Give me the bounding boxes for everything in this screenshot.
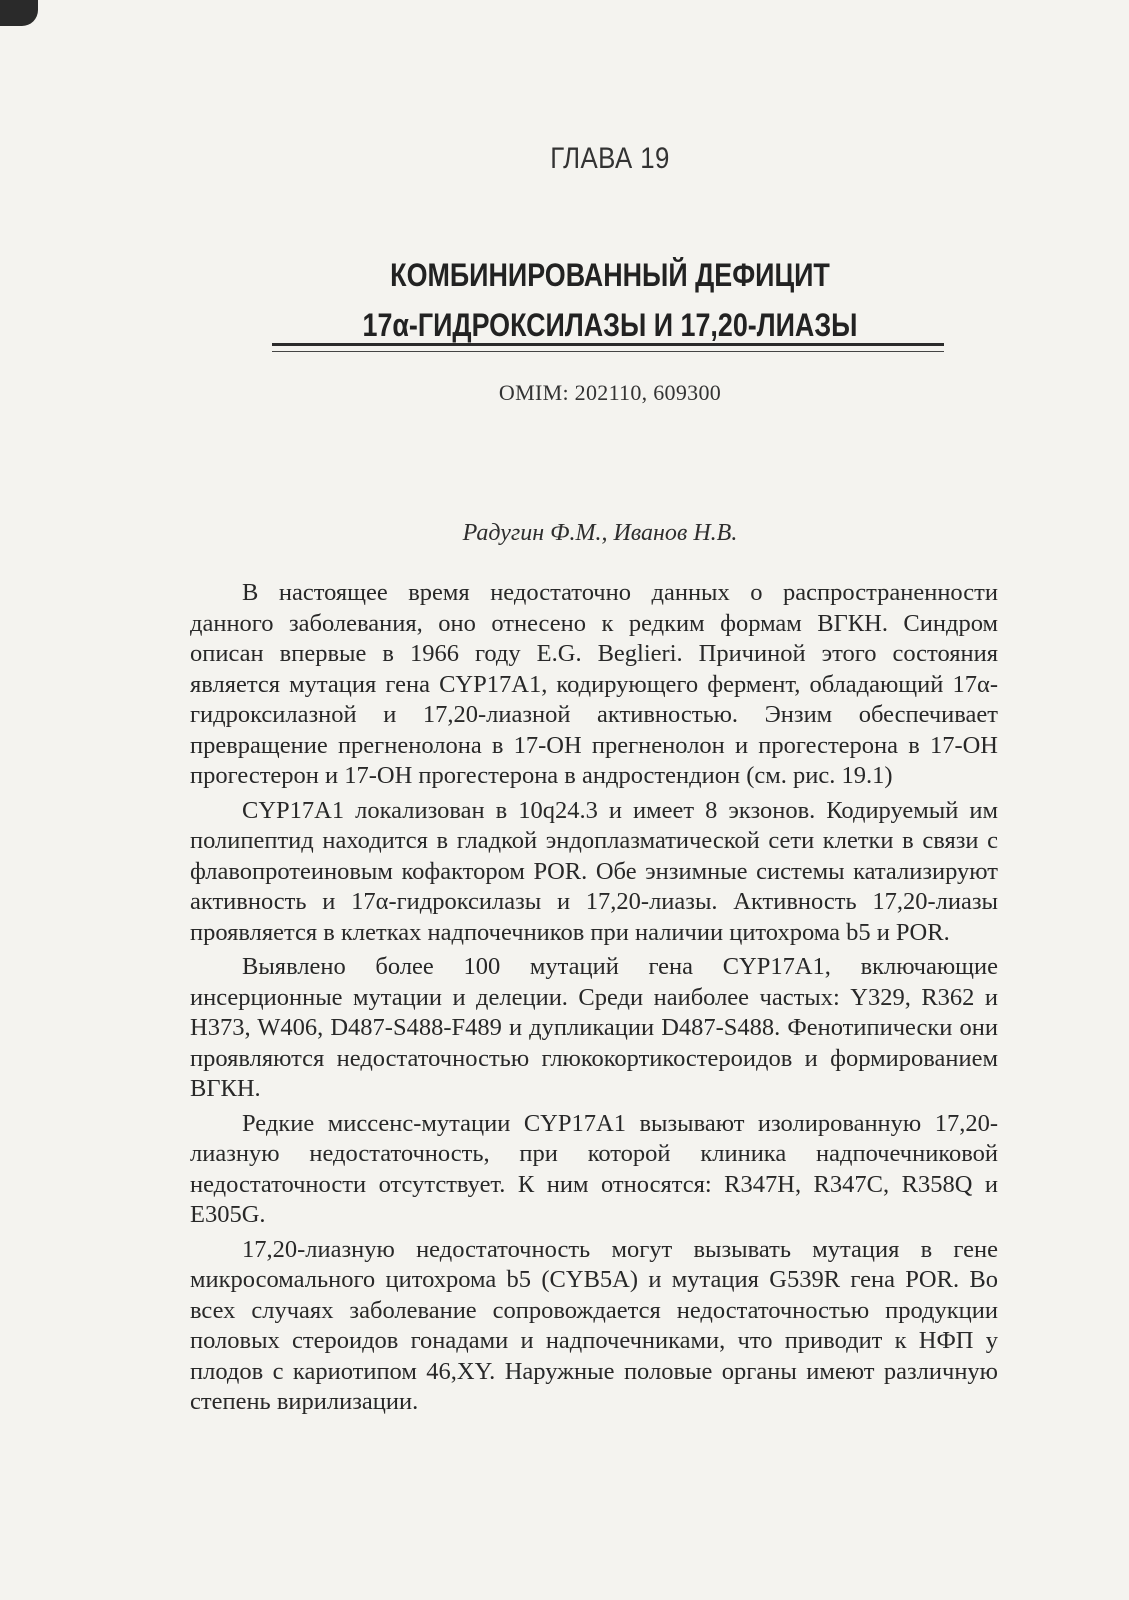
paragraph-5: 17,20-лиазную недостаточность могут вызывать мутация в гене микросомального цитохрома b5 (CYB5A) и мутация G539R гена POR. Во всех случаях заболевание сопровождается недостаточностью продукции половых стероидов гонадами и надпочечниками, что приводит к НФП у плодов с кариотипом 46,XY. Наружные половые органы имеют различную степень вирилизации. bbox=[190, 1235, 998, 1415]
paragraph-1: В настоящее время недостаточно данных о распространенности данного заболевания, оно отнесено к редким формам ВГКН. Синдром описан впервые в 1966 году E.G. Beglieri. Причиной этого состояния является мутация гена CYP17A1, кодирующего фермент, обладающий 17α-гидроксилазной и 17,20-лиазной активностью. Энзим обеспечивает превращение прегненолона в 17-ОН прегненолон и прогестерона в 17-ОН прогестерон и 17-ОН прогестерона в андростендион (см. рис. 19.1) bbox=[190, 579, 998, 789]
title-rule-thick bbox=[272, 343, 944, 346]
title-rule-thin bbox=[272, 351, 944, 352]
chapter-title-line-1: КОМБИНИРОВАННЫЙ ДЕФИЦИТ bbox=[390, 257, 830, 293]
chapter-title bbox=[299, 250, 921, 350]
chapter-authors: Радугин Ф.М., Иванов Н.В. bbox=[462, 520, 738, 546]
paragraph-3: Выявлено более 100 мутаций гена CYP17A1, включающие инсерционные мутации и делеции. Среди наиболее частых: Y329, R362 и H373, W406, D487-S488-F489 и дупликации D487-S488. Фенотипически они проявляются недостаточностью глюкокортикостероидов и формированием ВГКН. bbox=[190, 953, 998, 1102]
scan-corner-mark bbox=[0, 0, 38, 26]
chapter-body bbox=[190, 578, 998, 1422]
paragraph-4: Редкие миссенс-мутации CYP17A1 вызывают изолированную 17,20-лиазную недостаточность, при которой клиника надпочечниковой недостаточности отсутствует. К ним относятся: R347H, R347C, R358Q и E305G. bbox=[190, 1109, 998, 1228]
paragraph-2: CYP17A1 локализован в 10q24.3 и имеет 8 экзонов. Кодируемый им полипептид находится в гладкой эндоплазматической сети клетки в связи с флавопротеиновым кофактором POR. Обе энзимные системы катализируют активность и 17α-гидроксилазы и 17,20-лиазы. Активность 17,20-лиазы проявляется в клетках надпочечников при наличии цитохрома b5 и POR. bbox=[190, 796, 998, 946]
omim-reference: OMIM: 202110, 609300 bbox=[498, 380, 722, 405]
chapter-title-line-2: 17α-ГИДРОКСИЛАЗЫ И 17,20-ЛИАЗЫ bbox=[362, 307, 858, 343]
chapter-label: ГЛАВА 19 bbox=[550, 142, 670, 175]
